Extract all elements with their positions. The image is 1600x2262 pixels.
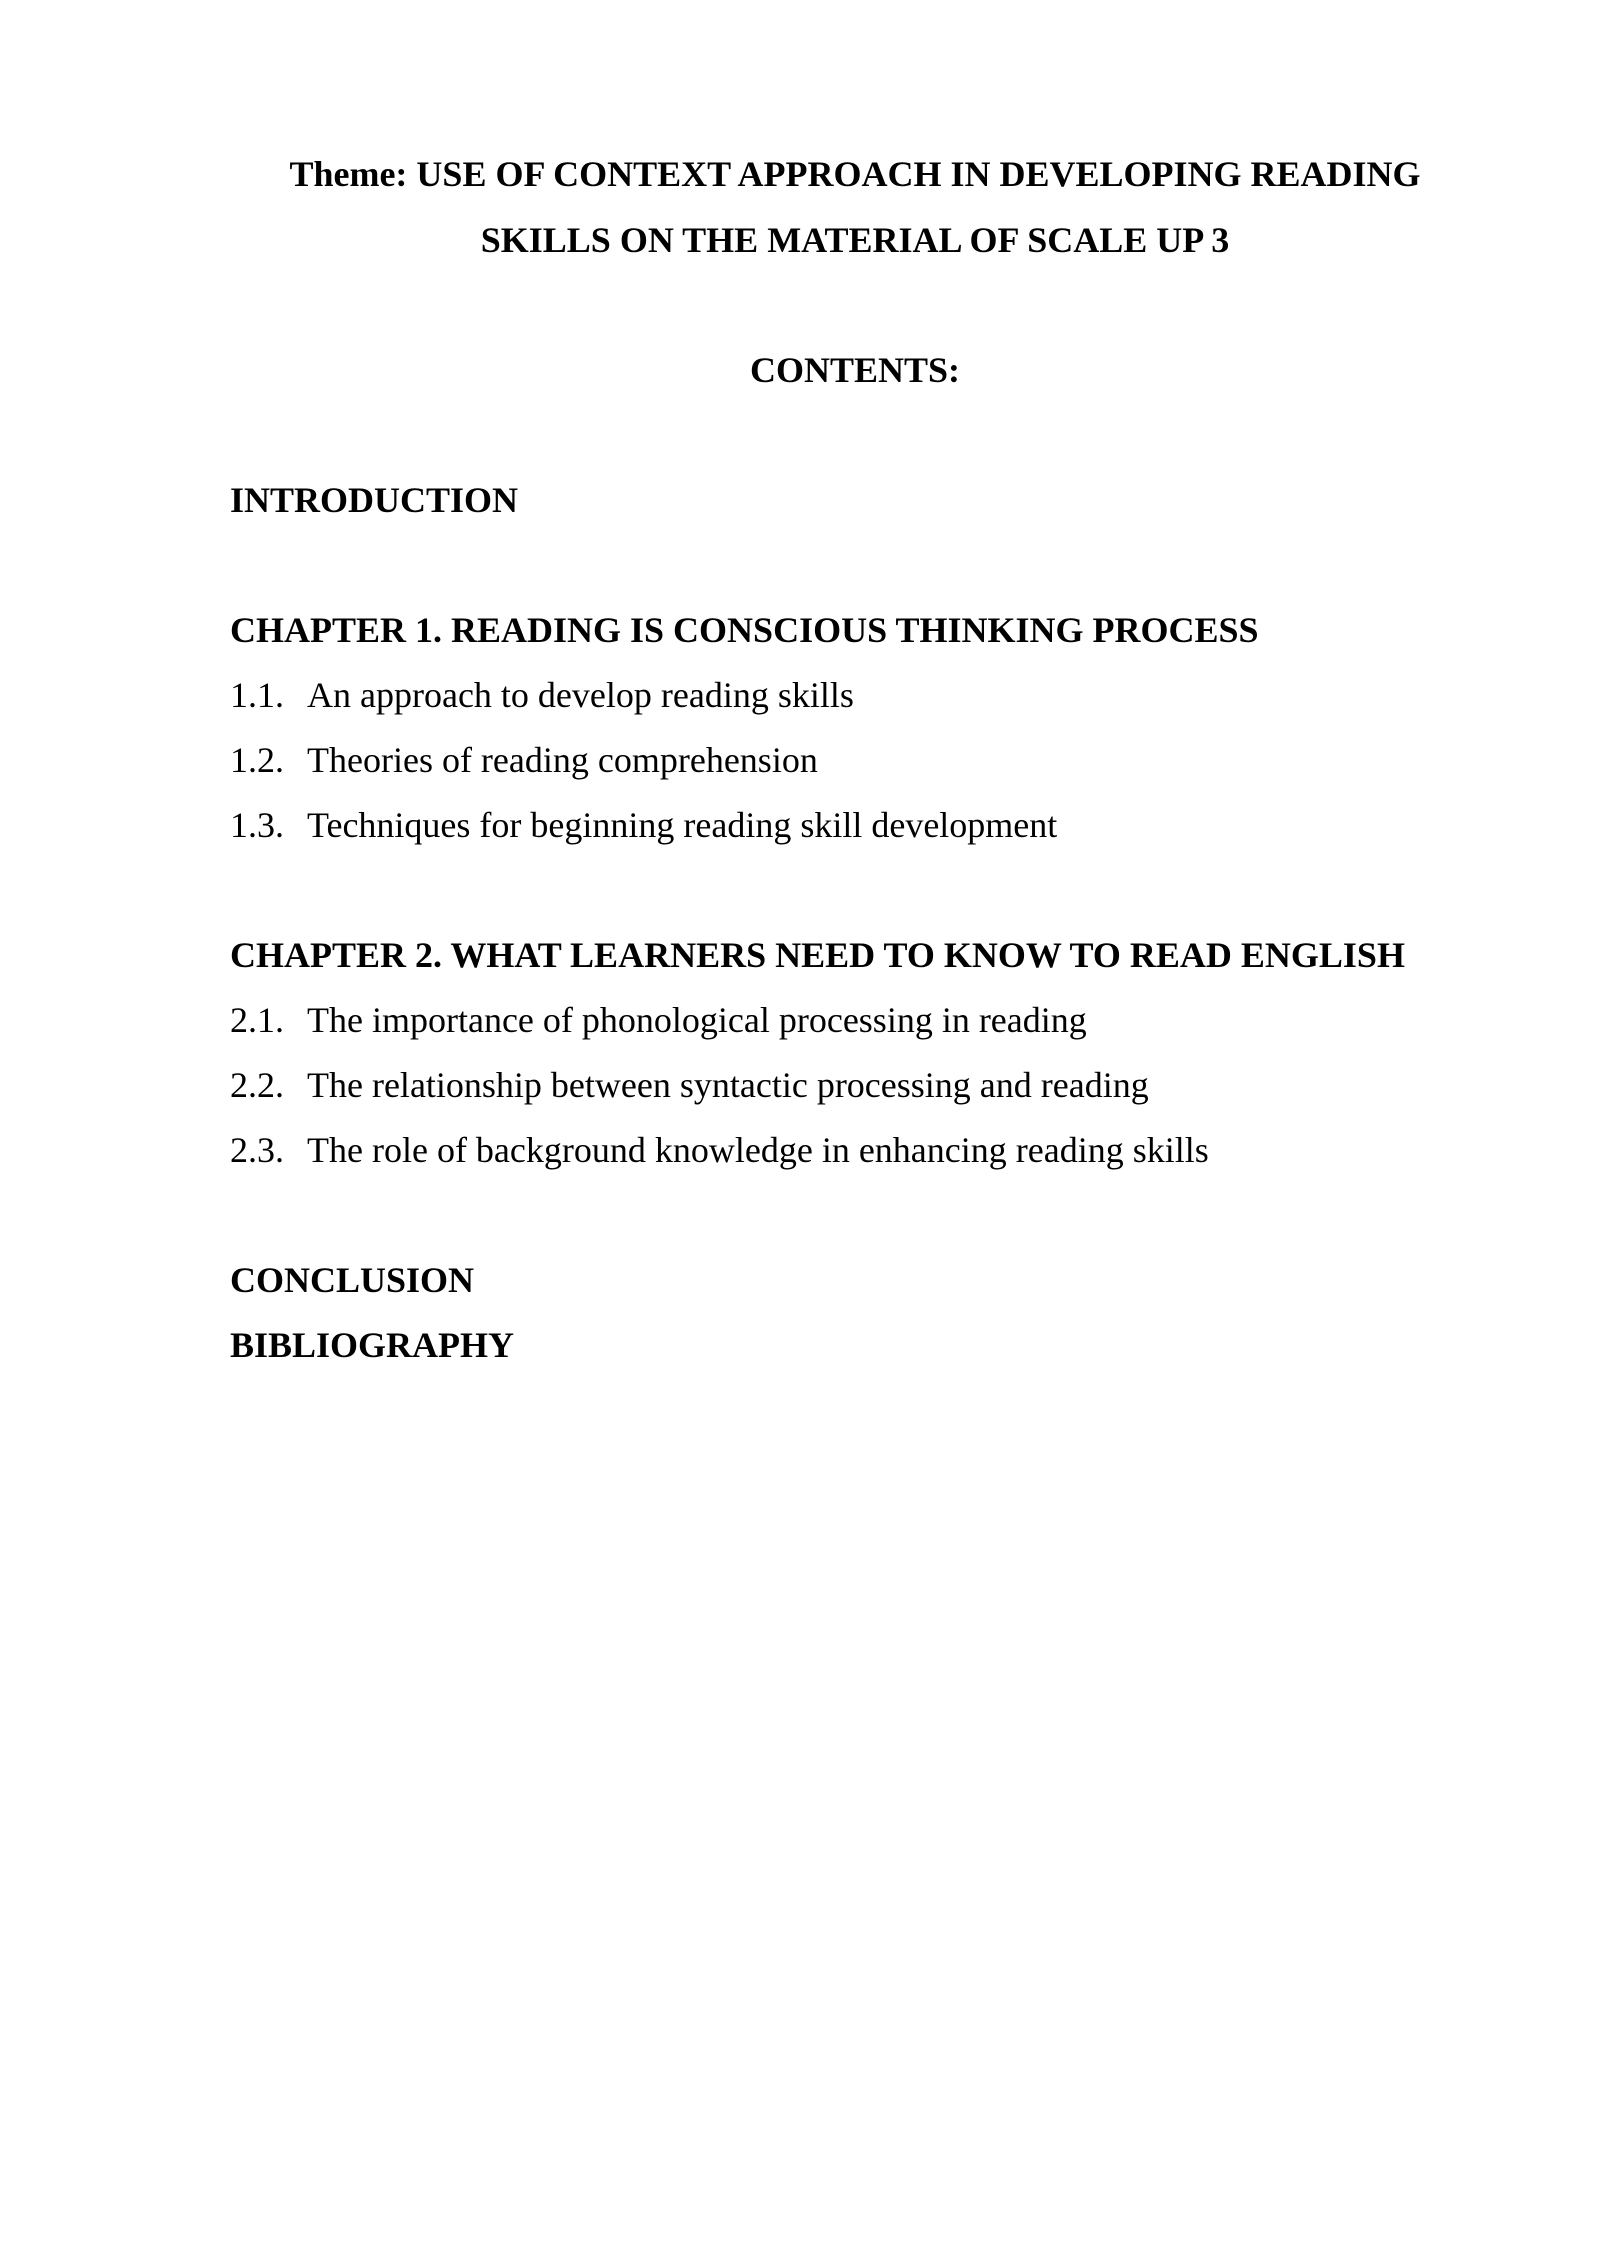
toc-item bbox=[230, 1063, 1149, 1107]
conclusion-heading: CONCLUSION bbox=[230, 1260, 475, 1300]
toc-item-number: 2.1. bbox=[230, 1000, 284, 1040]
document-title-line-2: SKILLS ON THE MATERIAL OF SCALE UP 3 bbox=[480, 220, 1230, 260]
toc-item-number: 1.3. bbox=[230, 805, 284, 845]
toc-item-text: The relationship between syntactic processing and reading bbox=[307, 1065, 1149, 1105]
toc-item-text: An approach to develop reading skills bbox=[307, 675, 854, 715]
title-prefix: Theme: bbox=[289, 154, 408, 194]
chapter-2-heading: CHAPTER 2. WHAT LEARNERS NEED TO KNOW TO READ ENGLISH bbox=[230, 935, 1405, 975]
toc-item bbox=[230, 673, 854, 717]
introduction-heading: INTRODUCTION bbox=[230, 480, 519, 520]
toc-item-text: The role of background knowledge in enhancing reading skills bbox=[307, 1130, 1209, 1170]
toc-item-number: 1.2. bbox=[230, 740, 284, 780]
bibliography-heading: BIBLIOGRAPHY bbox=[230, 1325, 515, 1365]
title-line-1-text: USE OF CONTEXT APPROACH IN DEVELOPING READING bbox=[407, 154, 1421, 194]
toc-item-text: Techniques for beginning reading skill development bbox=[307, 805, 1058, 845]
document-title-line-1 bbox=[0, 152, 1600, 196]
toc-item-text: Theories of reading comprehension bbox=[307, 740, 818, 780]
toc-item-number: 2.2. bbox=[230, 1065, 284, 1105]
toc-item bbox=[230, 998, 1087, 1042]
toc-item-number: 1.1. bbox=[230, 675, 284, 715]
toc-item-text: The importance of phonological processing in reading bbox=[307, 1000, 1087, 1040]
contents-heading: CONTENTS: bbox=[749, 350, 961, 390]
toc-item-number: 2.3. bbox=[230, 1130, 284, 1170]
toc-item bbox=[230, 1128, 1209, 1172]
toc-item bbox=[230, 738, 818, 782]
toc-item bbox=[230, 803, 1057, 847]
chapter-1-heading: CHAPTER 1. READING IS CONSCIOUS THINKING PROCESS bbox=[230, 610, 1259, 650]
